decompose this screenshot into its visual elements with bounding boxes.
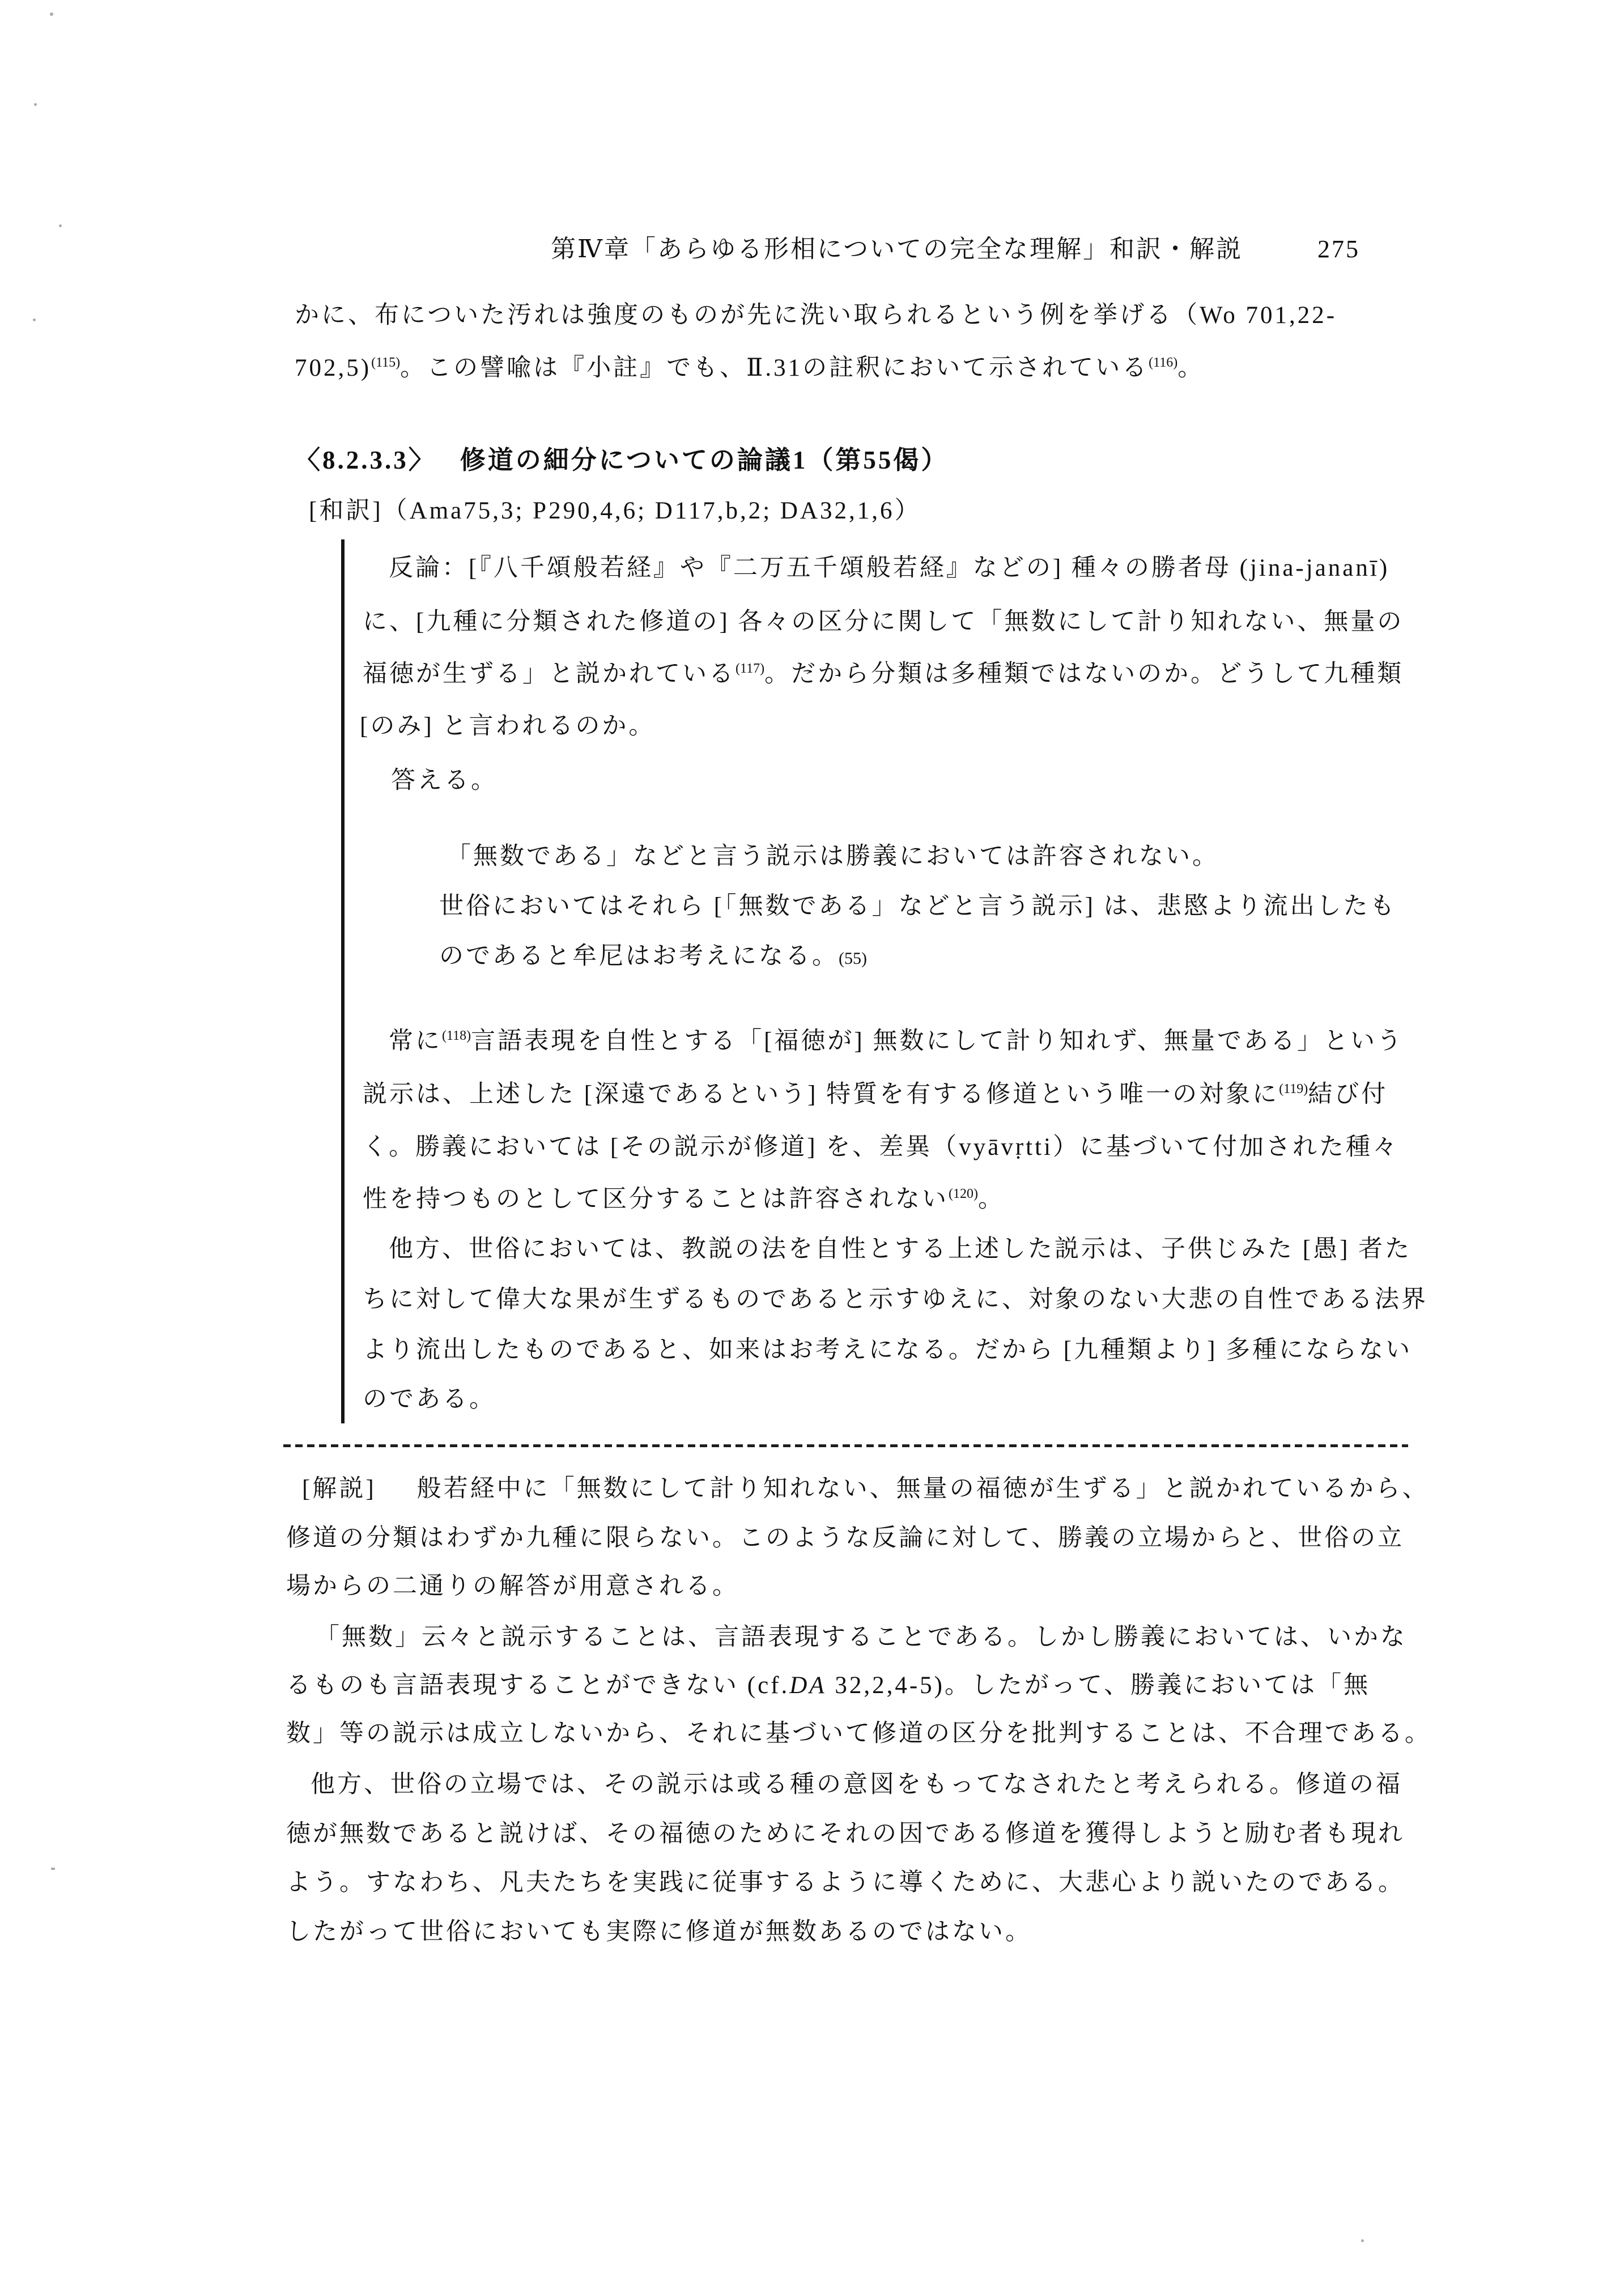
kaisetsu-p3-line-3: よう。すなわち、凡夫たちを実践に従事するように導くために、大悲心より説いたのである。 — [286, 1869, 1405, 1896]
verse-line-1: 「無数である」などと言う説示は勝義においては許容されない。 — [447, 843, 1219, 870]
objection-line-3-post: 。だから分類は多種類ではないのか。どうして九種類 — [764, 661, 1404, 687]
section-title: 修道の細分についての論議1（第55偈） — [460, 446, 949, 474]
kaisetsu-p3-line-4: したがって世俗においても実際に修道が無数あるのではない。 — [286, 1919, 1032, 1945]
footnote-ref-117: (117) — [736, 661, 765, 676]
trans1-line-4-post: 。 — [977, 1186, 1005, 1213]
verse-line-3 — [439, 939, 867, 976]
scan-artifact — [50, 12, 53, 16]
verse-number: (55) — [839, 949, 867, 968]
trans1-line-1-pre: 常に — [389, 1028, 442, 1055]
kaisetsu-p1-line-1: 般若経中に「無数にして計り知れない、無量の福徳が生ずる」と説かれているから、 — [416, 1476, 1429, 1502]
intro-line-2-mid: 。この譬喩は『小註』でも、Ⅱ.31の註釈において示されている — [400, 355, 1149, 381]
footnote-ref-118: (118) — [442, 1028, 471, 1043]
trans1-line-4-pre: 性を持つものとして区分することは許容されない — [363, 1186, 949, 1213]
scan-artifact — [51, 1868, 55, 1870]
chapter-title: 第Ⅳ章「あらゆる形相についての完全な理解」和訳・解説 — [551, 235, 1243, 263]
verse-line-3-text: のであると牟尼はお考えになる。 — [439, 943, 839, 970]
objection-line-2: に、[九種に分類された修道の] 各々の区分に関して「無数にして計り知れない、無量の — [363, 609, 1404, 635]
objection-line-3 — [363, 657, 1404, 695]
intro-line-1: かに、布についた汚れは強度のものが先に洗い取られるという例を挙げる（Wo 701,22- — [295, 302, 1337, 329]
kaisetsu-p2-line-2-post: 32,2,4-5)。したがって、勝義においては「無 — [826, 1672, 1371, 1699]
kaisetsu-label: [解説] — [302, 1476, 376, 1502]
objection-line-1: 反論：[『八千頌般若経』や『二万五千頌般若経』などの] 種々の勝者母 (jina-jananī) — [389, 555, 1390, 581]
running-header-title — [551, 232, 1243, 266]
intro-line-2 — [295, 351, 1204, 389]
objection-line-3-pre: 福徳が生ずる」と説かれている — [363, 661, 736, 687]
footnote-ref-116: (116) — [1149, 355, 1178, 370]
trans1-line-1-post: 言語表現を自性とする「[福徳が] 無数にして計り知れず、無量である」という — [471, 1028, 1404, 1055]
scan-artifact — [33, 318, 36, 321]
verse-line-2: 世俗においてはそれら [「無数である」などと言う説示] は、悲愍より流出したも — [439, 893, 1397, 920]
answer-lead: 答える。 — [391, 767, 498, 794]
dashed-divider — [283, 1444, 1408, 1447]
page-number: 275 — [1317, 235, 1360, 263]
trans1-line-2-pre: 説示は、上述した [深遠であるという] 特質を有する修道という唯一の対象に — [363, 1081, 1279, 1108]
kaisetsu-p2-line-2-cite: DA — [789, 1672, 827, 1699]
trans2-line-4: のである。 — [363, 1386, 496, 1413]
footnote-ref-115: (115) — [371, 355, 401, 370]
trans1-line-1 — [389, 1024, 1404, 1062]
kaisetsu-p2-line-1: 「無数」云々と説示することは、言語表現することである。しかし勝義においては、いかな — [315, 1624, 1407, 1651]
trans2-line-2: ちに対して偉大な果が生ずるものであると示すゆえに、対象のない大悲の自性である法界 — [363, 1286, 1428, 1313]
intro-line-2-end: 。 — [1177, 355, 1205, 381]
scan-artifact — [34, 103, 37, 106]
kaisetsu-p1-line-2: 修道の分類はわずか九種に限らない。このような反論に対して、勝義の立場からと、世俗の立 — [286, 1525, 1405, 1551]
kaisetsu-p2-line-3: 数」等の説示は成立しないから、それに基づいて修道の区分を批判することは、不合理である。 — [286, 1720, 1431, 1747]
trans1-line-2-post: 結び付 — [1308, 1081, 1388, 1108]
objection-line-4: [のみ] と言われるのか。 — [360, 713, 656, 739]
trans1-line-2 — [363, 1078, 1388, 1115]
trans2-line-3: より流出したものであると、如来はお考えになる。だから [九種類より] 多種にならない — [363, 1337, 1413, 1363]
kaisetsu-line-1 — [302, 1472, 1429, 1506]
wayaku-source-line: [和訳]（Ama75,3; P290,4,6; D117,b,2; DA32,1,6） — [309, 498, 921, 524]
kaisetsu-p3-line-1: 他方、世俗の立場では、その説示は或る種の意図をもってなされたと考えられる。修道の福 — [311, 1771, 1402, 1798]
scan-artifact — [1361, 2239, 1364, 2242]
quote-left-rule — [341, 539, 345, 1423]
kaisetsu-p2-line-2 — [286, 1669, 1370, 1703]
trans1-line-4 — [363, 1183, 1005, 1220]
section-heading — [295, 443, 949, 477]
trans1-line-3: く。勝義においては [その説示が修道] を、差異（vyāvṛtti）に基づいて付加された種々 — [363, 1134, 1400, 1160]
kaisetsu-p1-line-3: 場からの二通りの解答が用意される。 — [286, 1573, 739, 1600]
intro-line-2-text: 702,5) — [295, 355, 372, 381]
section-number: 〈8.2.3.3〉 — [295, 446, 436, 474]
footnote-ref-120: (120) — [949, 1187, 978, 1201]
kaisetsu-p3-line-2: 徳が無数であると説けば、その福徳のためにそれの因である修道を獲得しようと励む者も現れ — [286, 1821, 1405, 1847]
trans2-line-1: 他方、世俗においては、教説の法を自性とする上述した説示は、子供じみた [愚] 者た — [389, 1236, 1412, 1262]
scan-artifact — [59, 224, 62, 227]
footnote-ref-119: (119) — [1279, 1082, 1308, 1096]
kaisetsu-p2-line-2-pre: るものも言語表現することができない (cf. — [286, 1672, 790, 1699]
